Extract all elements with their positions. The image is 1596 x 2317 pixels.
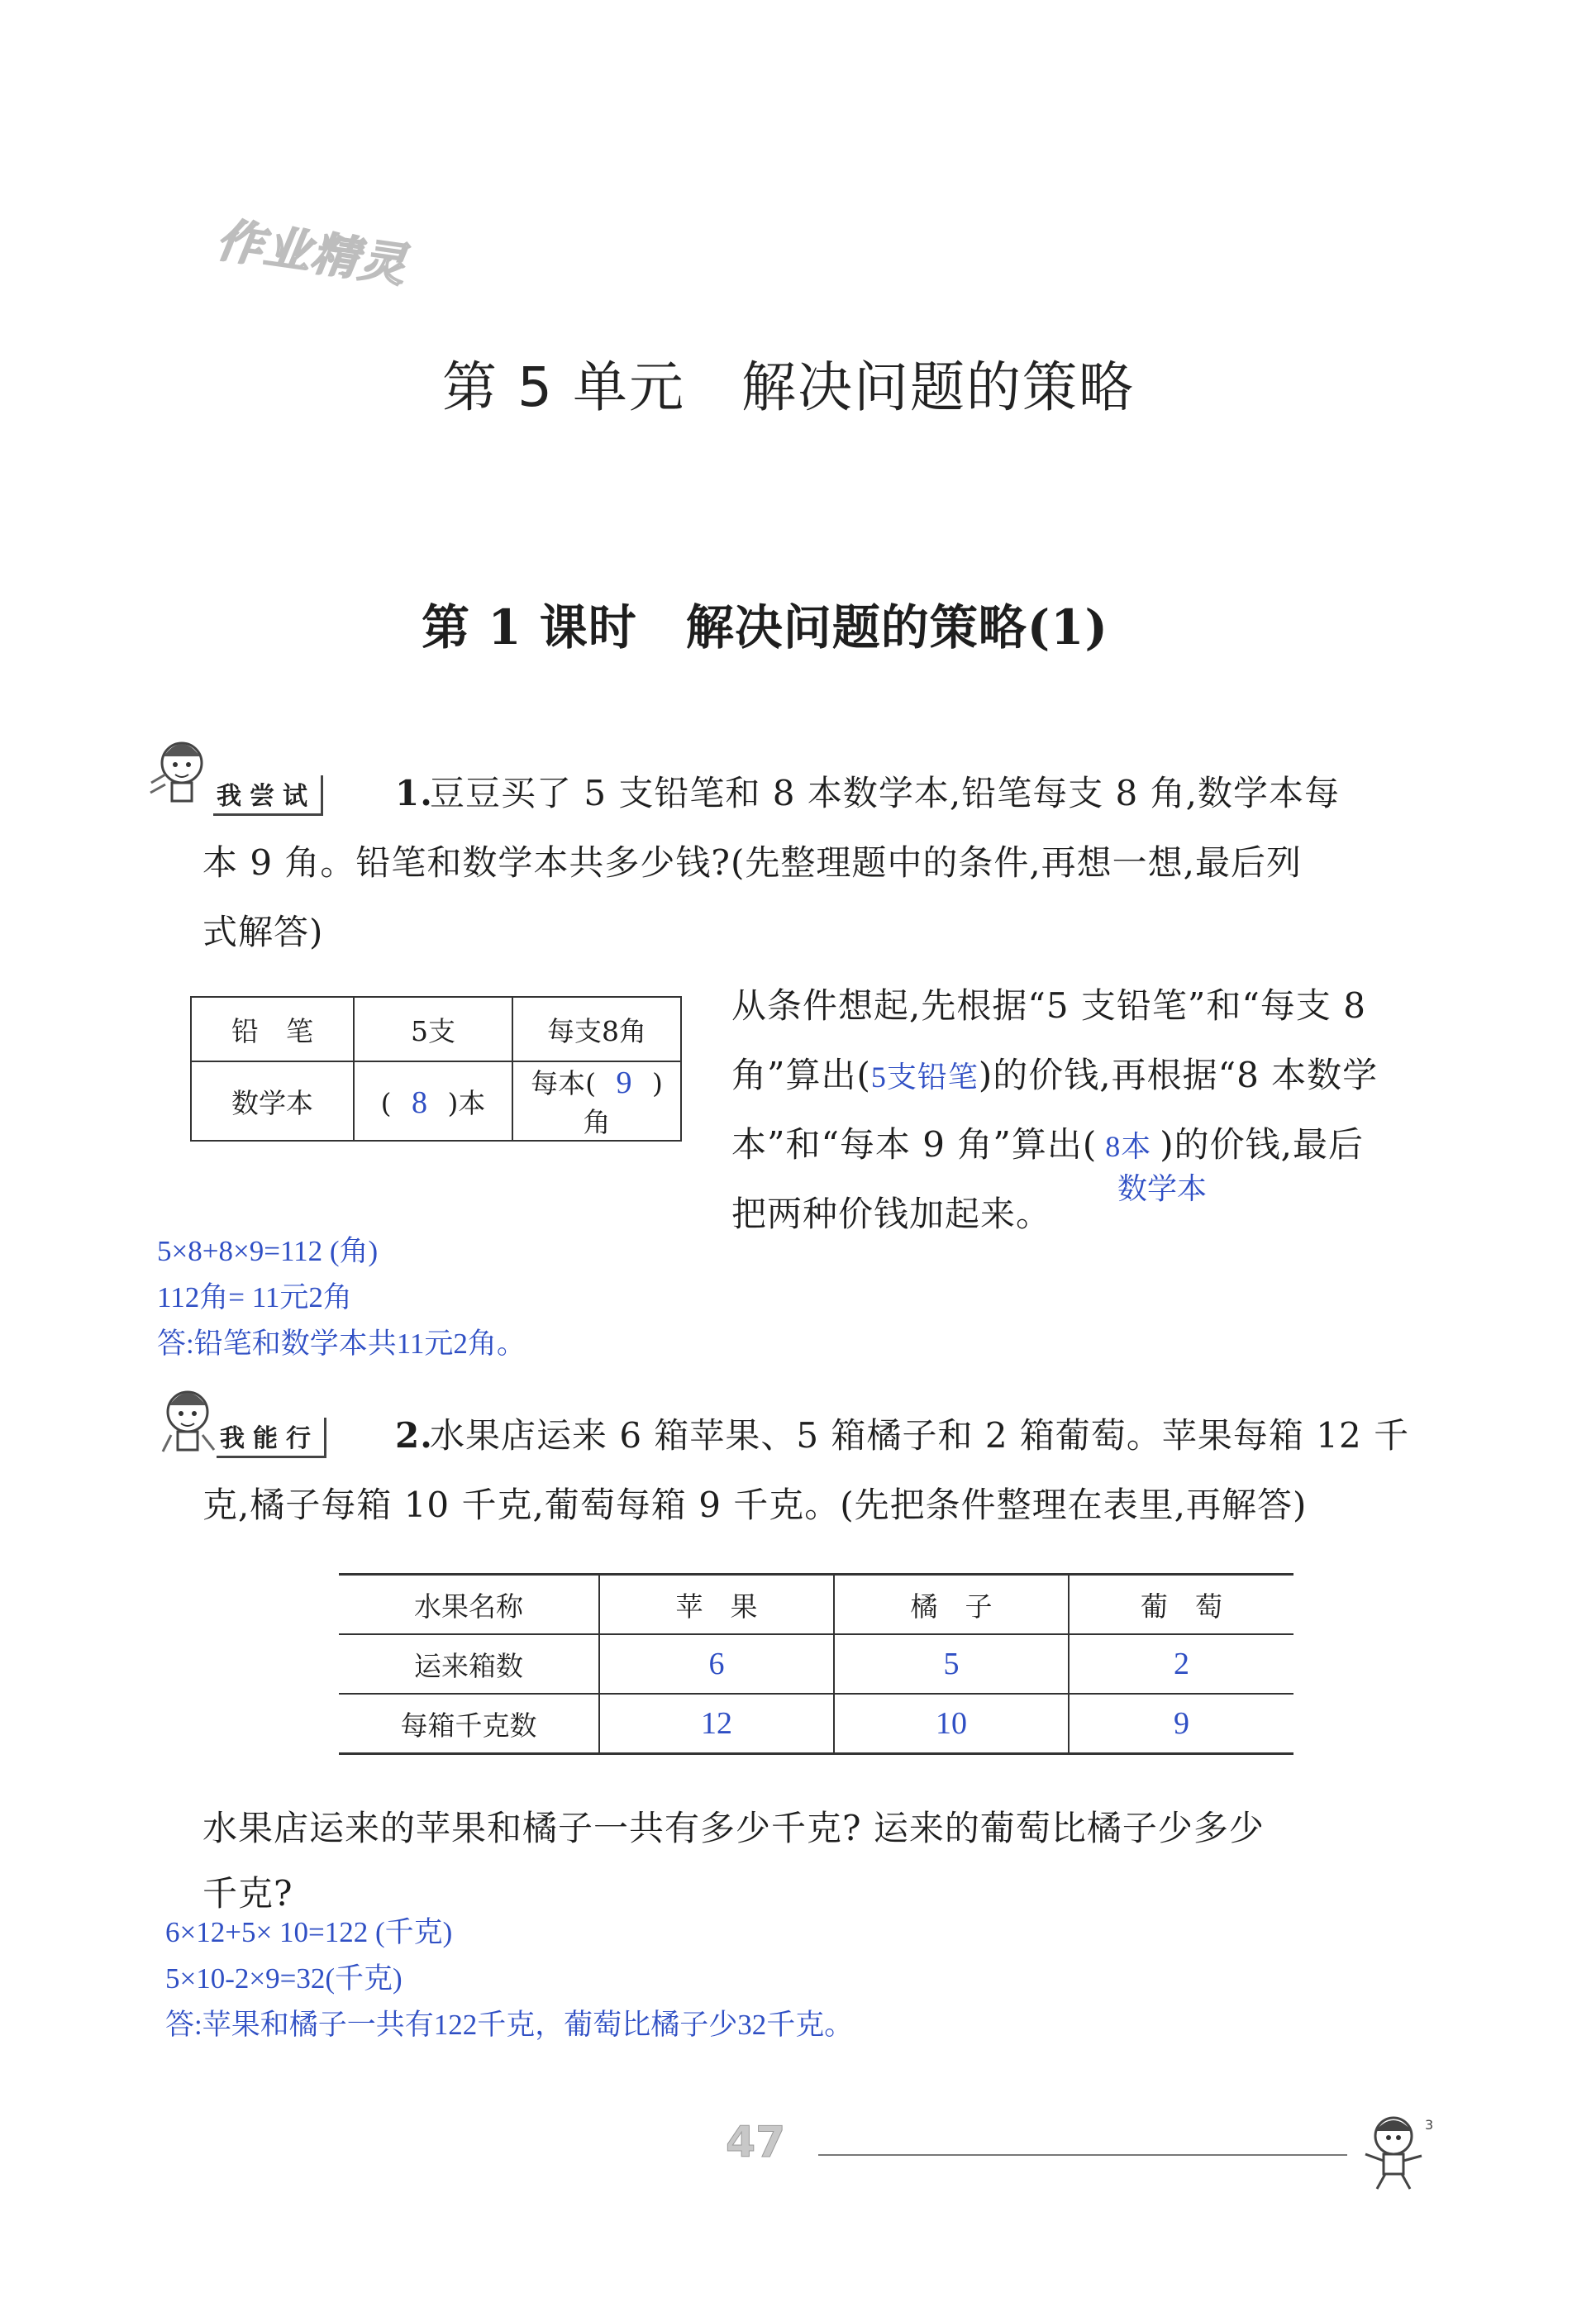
table-cell: 9	[1069, 1694, 1293, 1754]
answer-line: 5×10-2×9=32(千克)	[165, 1962, 403, 1995]
answer-line: 112角= 11元2角	[157, 1281, 352, 1313]
table-cell: 2	[1069, 1634, 1293, 1694]
q2-text-line2: 克,橘子每箱 10 千克,葡萄每箱 9 千克。(先把条件整理在表里,再解答)	[202, 1485, 1308, 1525]
price-prefix: 每本(	[531, 1067, 596, 1099]
table-cell: 5	[834, 1634, 1069, 1694]
q1-answers	[157, 1228, 526, 1367]
lesson-title: 第 1 课时 解决问题的策略(1)	[422, 599, 1108, 656]
q1-number: 1.	[395, 773, 433, 813]
page-number: 47	[726, 2118, 786, 2167]
price-suffix: )角	[583, 1067, 663, 1138]
table-cell: 铅 笔	[191, 997, 354, 1061]
table-row	[339, 1694, 1293, 1754]
table-cell	[354, 1061, 512, 1141]
hint-fill-2-cont: 数学本	[1117, 1172, 1208, 1205]
hint-text: 本”和“每本 9 角”算出(	[731, 1124, 1098, 1165]
table-cell: 橘 子	[834, 1575, 1069, 1635]
q2-answers	[165, 1909, 853, 2048]
table-cell: 数学本	[191, 1061, 354, 1141]
q1-hint-line3	[731, 1110, 1364, 1181]
footer-rule	[818, 2154, 1347, 2156]
watermark-text: 作业精灵	[212, 213, 411, 293]
table-cell: 葡 萄	[1069, 1575, 1293, 1635]
hint-text: )的价钱,最后	[1160, 1124, 1364, 1165]
table-cell: 苹 果	[599, 1575, 834, 1635]
q2-number: 2.	[395, 1415, 433, 1456]
table-cell: 每支8角	[512, 997, 681, 1061]
table-row	[339, 1634, 1293, 1694]
table-cell	[512, 1061, 681, 1141]
qty-prefix: (	[380, 1086, 392, 1119]
q1-text-line1: 豆豆买了 5 支铅笔和 8 本数学本,铅笔每支 8 角,数学本每	[430, 773, 1340, 813]
table-cell: 每箱千克数	[339, 1694, 599, 1754]
q2-badge: 我能行	[217, 1418, 326, 1458]
mascot-icon	[1346, 2106, 1436, 2197]
unit-title: 第 5 单元 解决问题的策略	[442, 355, 1135, 419]
q2-question-line2: 千克?	[202, 1873, 293, 1914]
svg-text:3: 3	[1425, 2117, 1434, 2133]
qty-suffix: )本	[447, 1086, 486, 1119]
table-cell: 6	[599, 1634, 834, 1694]
table-cell: 10	[834, 1694, 1069, 1754]
q2-table	[339, 1573, 1293, 1755]
answer-line: 6×12+5× 10=122 (千克)	[165, 1916, 453, 1948]
answer-line: 答:铅笔和数学本共11元2角。	[157, 1328, 526, 1360]
table-cell: 水果名称	[339, 1575, 599, 1635]
q1-hint-line2	[731, 1041, 1378, 1112]
mascot-icon	[153, 1380, 219, 1463]
q2-text-line1: 水果店运来 6 箱苹果、5 箱橘子和 2 箱葡萄。苹果每箱 12 千	[430, 1415, 1410, 1456]
qty-answer: 8	[412, 1085, 427, 1120]
price-answer: 9	[616, 1066, 632, 1100]
hint-fill-2: 8本	[1105, 1130, 1152, 1163]
mascot-icon	[147, 732, 213, 814]
table-row	[191, 1061, 681, 1141]
table-row	[339, 1575, 1293, 1635]
table-cell: 12	[599, 1694, 834, 1754]
q1-table	[190, 996, 682, 1142]
hint-text: )的价钱,再根据“8 本数学	[978, 1055, 1379, 1095]
table-cell: 5支	[354, 997, 512, 1061]
hint-fill-1: 5支铅笔	[870, 1061, 979, 1094]
q2-question-line1: 水果店运来的苹果和橘子一共有多少千克? 运来的葡萄比橘子少多少	[202, 1808, 1265, 1848]
table-row	[191, 997, 681, 1061]
table-cell: 运来箱数	[339, 1634, 599, 1694]
answer-line: 答:苹果和橘子一共有122千克，葡萄比橘子少32千克。	[165, 2009, 854, 2041]
q1-hint-line1: 从条件想起,先根据“5 支铅笔”和“每支 8	[731, 985, 1366, 1026]
q1-text-line2: 本 9 角。铅笔和数学本共多少钱?(先整理题中的条件,再想一想,最后列	[202, 842, 1303, 883]
q1-hint-line4: 把两种价钱加起来。	[731, 1194, 1052, 1234]
hint-text: 角”算出(	[731, 1055, 871, 1095]
answer-line: 5×8+8×9=112 (角)	[157, 1235, 379, 1267]
q1-text-line3: 式解答)	[202, 912, 324, 952]
q1-badge: 我尝试	[213, 775, 323, 816]
